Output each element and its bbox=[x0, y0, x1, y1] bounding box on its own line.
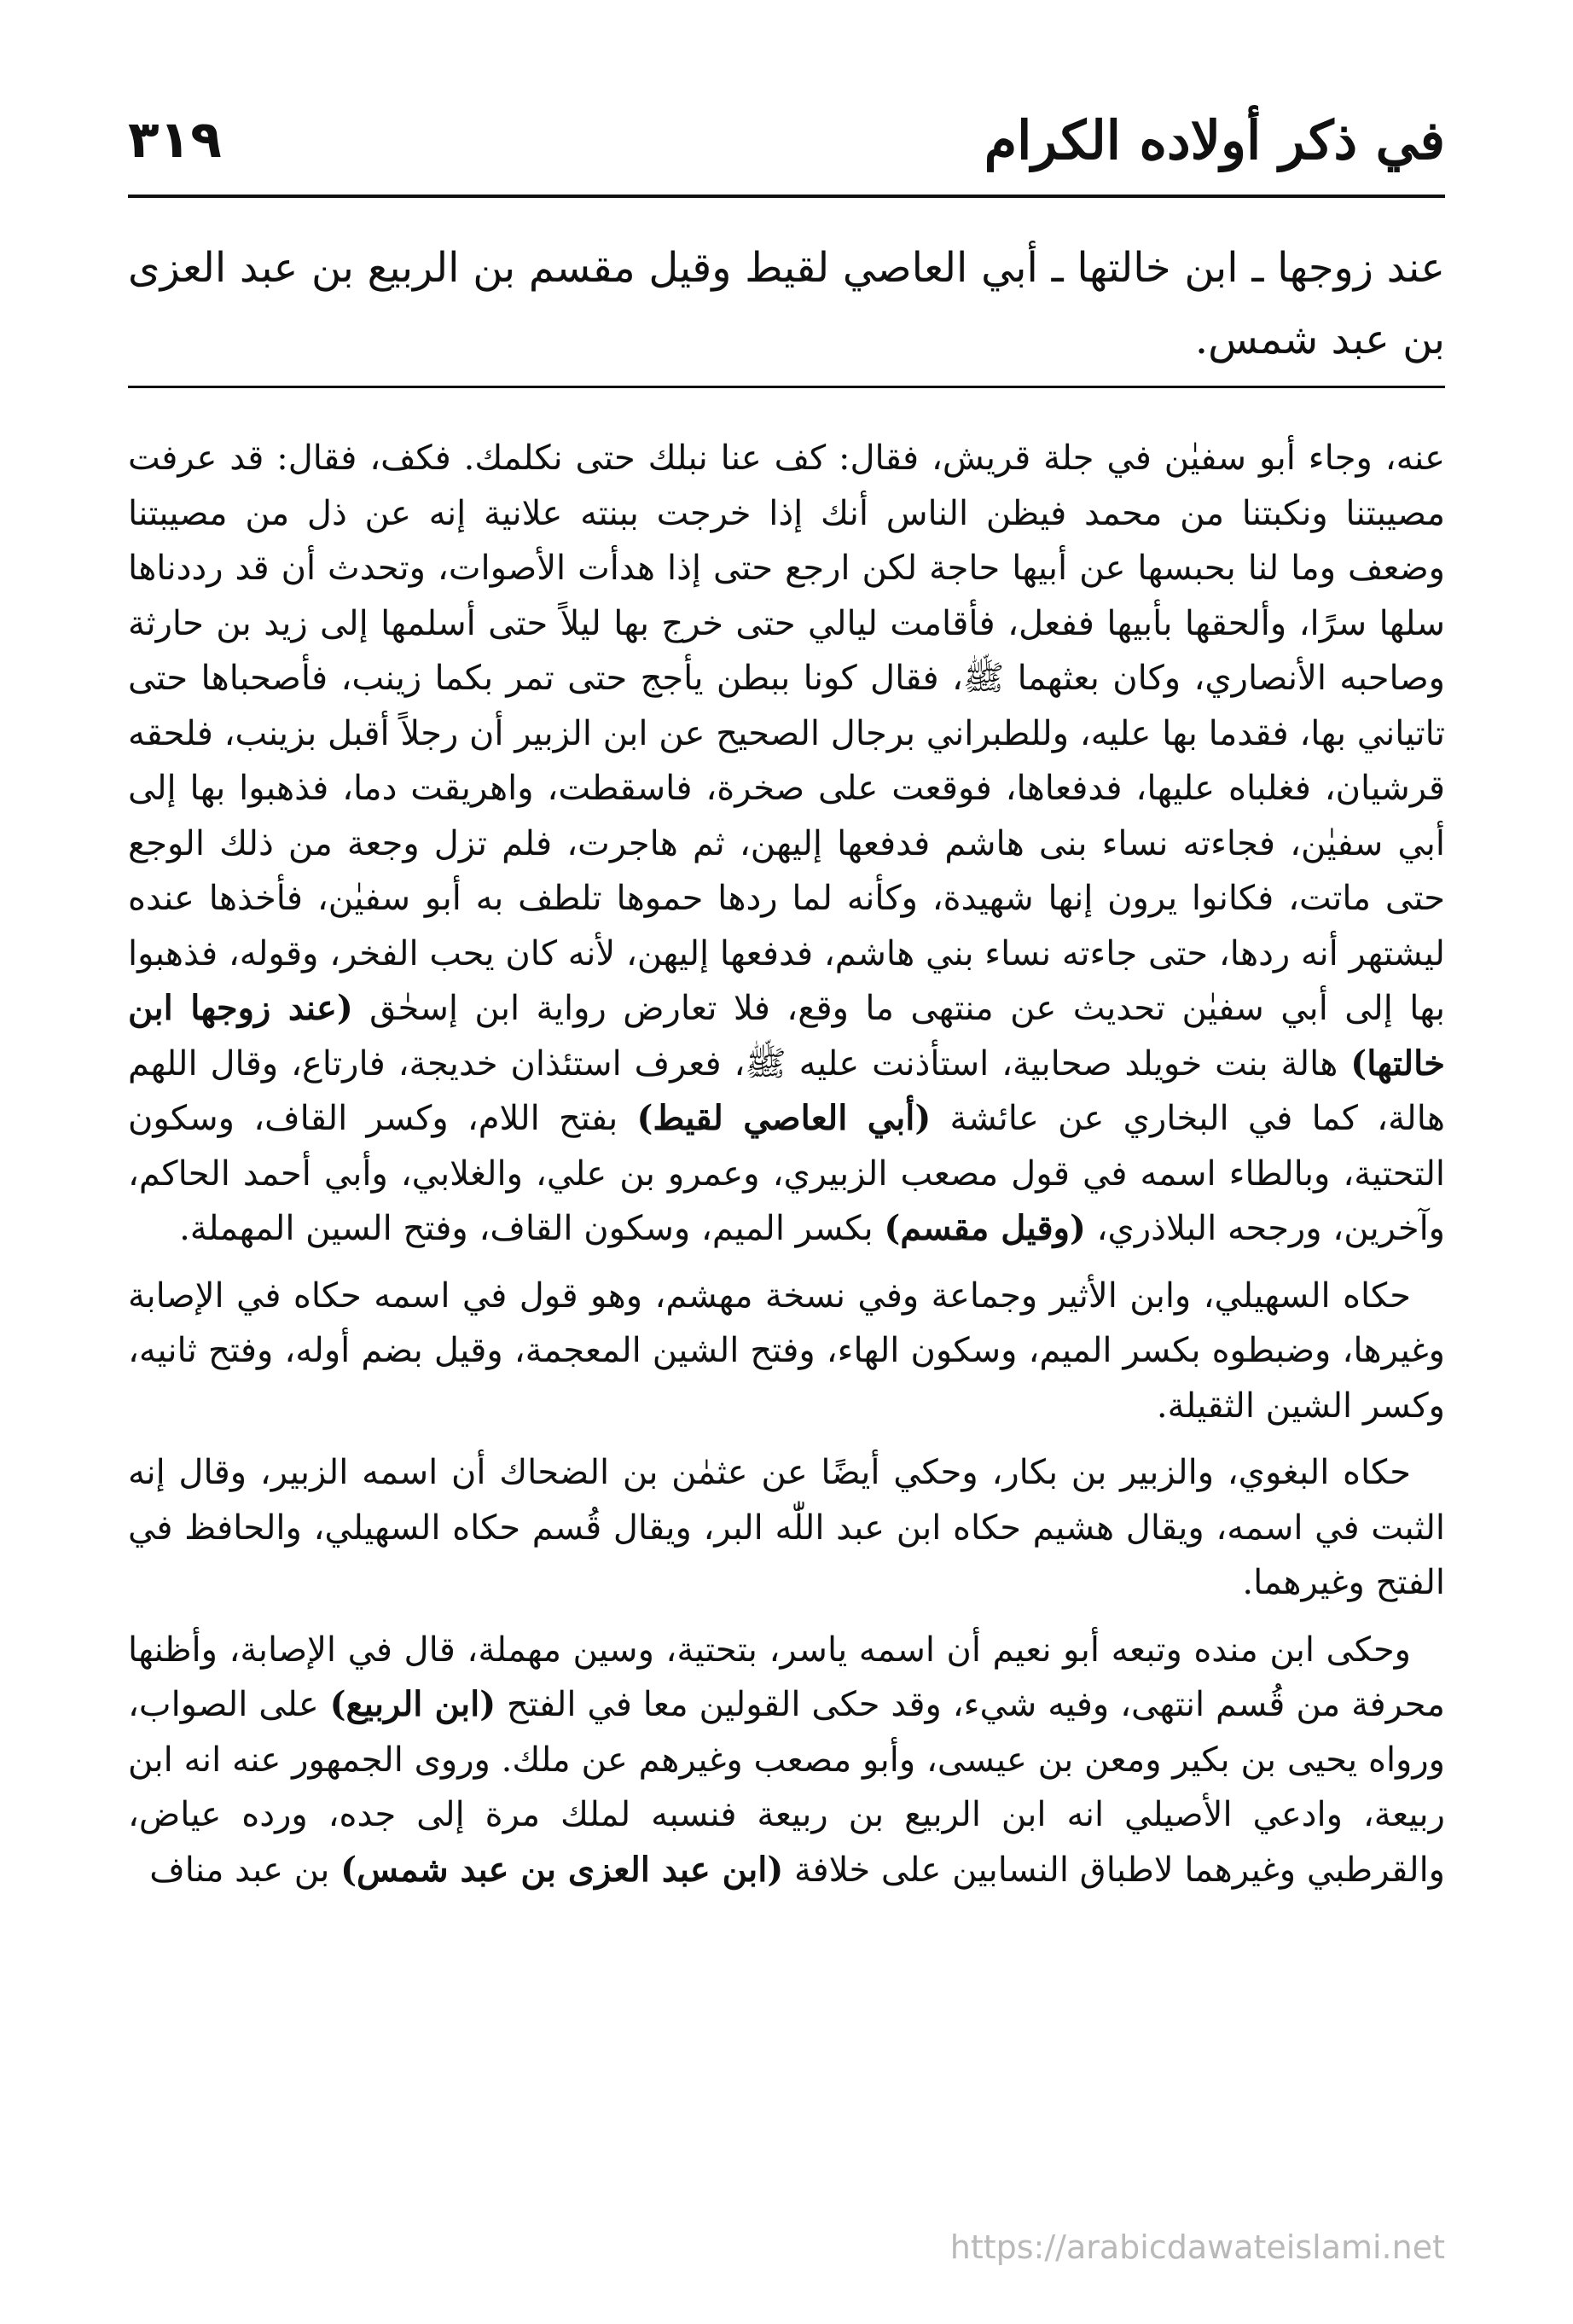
commentary-text: بن عبد مناف bbox=[149, 1850, 341, 1890]
commentary-paragraph bbox=[128, 1269, 1445, 1434]
commentary-text: عنه، وجاء أبو سفيٰن في جلة قريش، فقال: كف عنا نبلك حتى نكلمك. فكف، فقال: قد عرفت مصيبتنا ونكبتنا من محمد فيظن الناس أنك إذا خرجت ببنته علانية إنه عن ذل من مصيبتنا وضعف وما لنا بحبسها عن أبيها حاجة لكن ارجع حتى إذا هدأت الأصوات، وتحدث أن قد رددناها سلها سرًا، وألحقها بأبيها ففعل، فأقامت ليالي حتى خرج بها ليلاً حتى أسلمها إلى زيد بن حارثة وصاحبه الأنصاري، وكان بعثهما ﷺ، فقال كونا ببطن يأجج حتى تمر بكما زينب، فأصحباها حتى تاتياني بها، فقدما بها عليه، وللطبراني برجال الصحيح عن ابن الزبير أن رجلاً أقبل بزينب، فلحقه قرشيان، فغلباه عليها، فدفعاها، فوقعت على صخرة، فاسقطت، واهريقت دما، فذهبوا بها إلى أبي سفيٰن، فجاءته نساء بنى هاشم فدفعها إليهن، ثم هاجرت، فلم تزل وجعة من ذلك الوجع حتى ماتت، فكانوا يرون إنها شهيدة، وكأنه لما ردها حموها تلطف به أبو سفيٰن، فأخذها عنده ليشتهر أنه ردها، حتى جاءته نساء بني هاشم، فدفعها إليهن، لأنه كان يحب الفخر، وقوله، فذهبوا بها إلى أبي سفيٰن تحديث عن منتهى ما وقع، فلا تعارض رواية ابن إسحٰق bbox=[128, 439, 1446, 1028]
commentary-text: بكسر الميم، وسكون القاف، وفتح السين المهملة. bbox=[179, 1209, 885, 1248]
commentary-text: حكاه البغوي، والزبير بن بكار، وحكي أيضًا عن عثمٰن بن الضحاك أن اسمه الزبير، وقال إنه الثبت في اسمه، ويقال هشيم حكاه ابن عبد اللّٰه البر، ويقال قُسم حكاه السهيلي، والحافظ في الفتح وغيرهما. bbox=[128, 1453, 1445, 1602]
matn-separator-rule bbox=[128, 386, 1445, 388]
commentary-paragraph bbox=[128, 431, 1445, 1257]
commentary-paragraph bbox=[128, 1623, 1445, 1898]
running-title: في ذكر أولاده الكرام bbox=[984, 108, 1445, 171]
quoted-matn-phrase: (أبي العاصي لقيط) bbox=[636, 1098, 932, 1138]
commentary-paragraph bbox=[128, 1445, 1445, 1611]
commentary-text: بفتح اللام، وكسر القاف، وسكون التحتية، وبالطاء اسمه في قول مصعب الزبيري، وعمرو بن علي، والغلابي، وأبي أحمد الحاكم، وآخرين، ورجحه البلاذري، bbox=[128, 1099, 1446, 1248]
commentary-text: هالة بنت خويلد صحابية، استأذنت عليه ﷺ، فعرف استئذان خديجة، فارتاع، وقال اللهم هالة، كما في البخاري عن عائشة bbox=[128, 1043, 1445, 1138]
page-header bbox=[128, 92, 1445, 188]
commentary-body bbox=[128, 431, 1445, 1897]
matn-text: عند زوجها ـ ابن خالتها ـ أبي العاصي لقيط وقيل مقسم بن الربيع بن عبد العزى بن عبد شمس. bbox=[128, 244, 1445, 363]
quoted-matn-phrase: (ابن عبد العزى بن عبد شمس) bbox=[340, 1849, 784, 1890]
quoted-matn-phrase: (وقيل مقسم) bbox=[884, 1208, 1086, 1248]
page-number: ٣١٩ bbox=[128, 110, 222, 170]
commentary-text: على الصواب، ورواه يحيى بن بكير ومعن بن عيسى، وأبو مصعب وغيرهم عن ملك. وروى الجمهور عنه انه ابن ربيعة، وادعي الأصيلي انه ابن الربيع بن ربيعة فنسبه لملك مرة إلى جده، ورده عياض، والقرطبي وغيرهما لاطباق النسابين على خلافة bbox=[128, 1685, 1445, 1890]
watermark-url: https://arabicdawateislami.net bbox=[949, 2228, 1445, 2266]
commentary-text: وحكى ابن منده وتبعه أبو نعيم أن اسمه ياسر، بتحتية، وسين مهملة، قال في الإصابة، وأظنها محرفة من قُسم انتهى، وفيه شيء، وقد حكى القولين معا في الفتح bbox=[128, 1630, 1445, 1724]
quoted-matn-phrase: (ابن الربيع) bbox=[329, 1684, 496, 1724]
commentary-text: حكاه السهيلي، وابن الأثير وجماعة وفي نسخة مهشم، وهو قول في اسمه حكاه في الإصابة وغيرها، وضبطوه بكسر الميم، وسكون الهاء، وفتح الشين المعجمة، وقيل بضم أوله، وفتح ثانيه، وكسر الشين الثقيلة. bbox=[128, 1275, 1445, 1426]
quoted-matn-phrase: (عند زوجها ابن خالتها) bbox=[128, 988, 1445, 1084]
header-rule bbox=[128, 195, 1445, 198]
